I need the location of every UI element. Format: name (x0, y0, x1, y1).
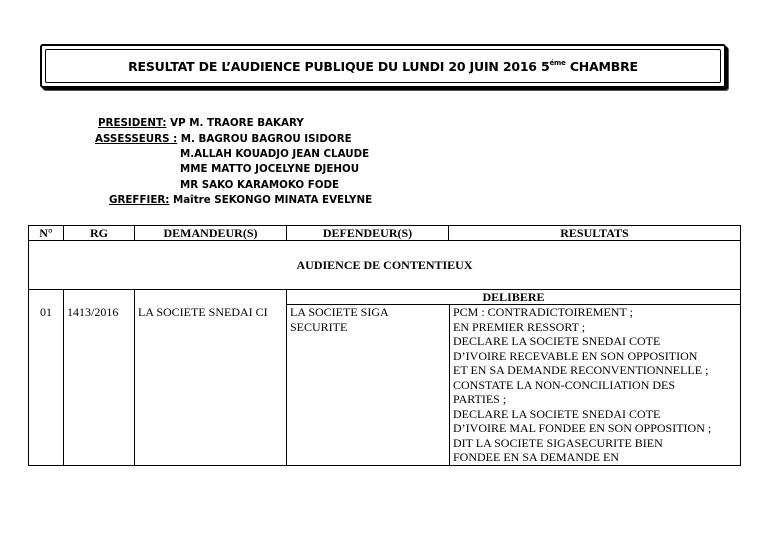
subsection-delibere: DELIBERE (482, 290, 545, 304)
assesseur-1: M. BAGROU BAGROU ISIDORE (177, 133, 352, 145)
row-defendeur (287, 305, 450, 465)
row-rg: 1413/2016 (64, 290, 135, 466)
title-superscript: éme (549, 58, 566, 67)
title-box (40, 44, 726, 88)
assesseur-4: MR SAKO KARAMOKO FODE (180, 179, 340, 191)
resultat-line: DECLARE LA SOCIETE SNEDAI COTE (453, 334, 661, 348)
row-resultat (450, 305, 740, 465)
header-demandeur: DEMANDEUR(S) (135, 226, 287, 241)
table-row (29, 290, 741, 466)
assesseurs-line (95, 132, 352, 147)
greffier-value: Maître SEKONGO MINATA EVELYNE (169, 194, 373, 206)
defendeur-line: LA SOCIETE SIGA (290, 305, 389, 319)
title-text-end: CHAMBRE (565, 58, 638, 74)
resultat-line: PARTIES ; (453, 392, 507, 406)
president-value: VP M. TRAORE BAKARY (166, 117, 304, 129)
president-line (98, 116, 304, 131)
defendeur-line: SECURITE (290, 320, 348, 334)
table-header-row (29, 226, 741, 241)
header-num: N° (29, 226, 64, 241)
greffier-line (109, 193, 372, 208)
resultat-line: ET EN SA DEMANDE RECONVENTIONNELLE ; (453, 363, 709, 377)
results-table (28, 225, 741, 466)
assesseur-2: M.ALLAH KOUADJO JEAN CLAUDE (180, 148, 370, 160)
title-text: RESULTAT DE L’AUDIENCE PUBLIQUE DU LUNDI 20 JUIN 2016 5 (128, 58, 550, 74)
resultat-line: CONSTATE LA NON-CONCILIATION DES (453, 377, 676, 392)
resultat-line: D’IVOIRE RECEVABLE EN SON OPPOSITION (453, 348, 698, 363)
page-title (128, 59, 638, 74)
resultat-line: DECLARE LA SOCIETE SNEDAI COTE (453, 406, 661, 421)
assesseurs-label: ASSESSEURS : (95, 133, 178, 145)
header-defendeur: DEFENDEUR(S) (287, 226, 449, 241)
greffier-label: GREFFIER: (109, 194, 170, 206)
row-demandeur: LA SOCIETE SNEDAI CI (135, 290, 287, 466)
resultat-line: D’IVOIRE MAL FONDEE EN SON OPPOSITION ; (453, 421, 712, 435)
president-label: PRESIDENT: (98, 117, 167, 129)
resultat-line: DIT LA SOCIETE SIGASECURITE BIEN (453, 435, 663, 450)
resultat-line: PCM : CONTRADICTOIREMENT ; (453, 305, 633, 319)
header-rg: RG (64, 226, 135, 241)
section-audience: AUDIENCE DE CONTENTIEUX (29, 241, 741, 290)
row-num: 01 (29, 290, 64, 466)
resultat-line: FONDEE EN SA DEMANDE EN (453, 450, 619, 464)
resultat-line: EN PREMIER RESSORT ; (453, 319, 586, 334)
assesseur-3: MME MATTO JOCELYNE DJEHOU (180, 163, 360, 175)
header-resultats: RESULTATS (449, 226, 741, 241)
